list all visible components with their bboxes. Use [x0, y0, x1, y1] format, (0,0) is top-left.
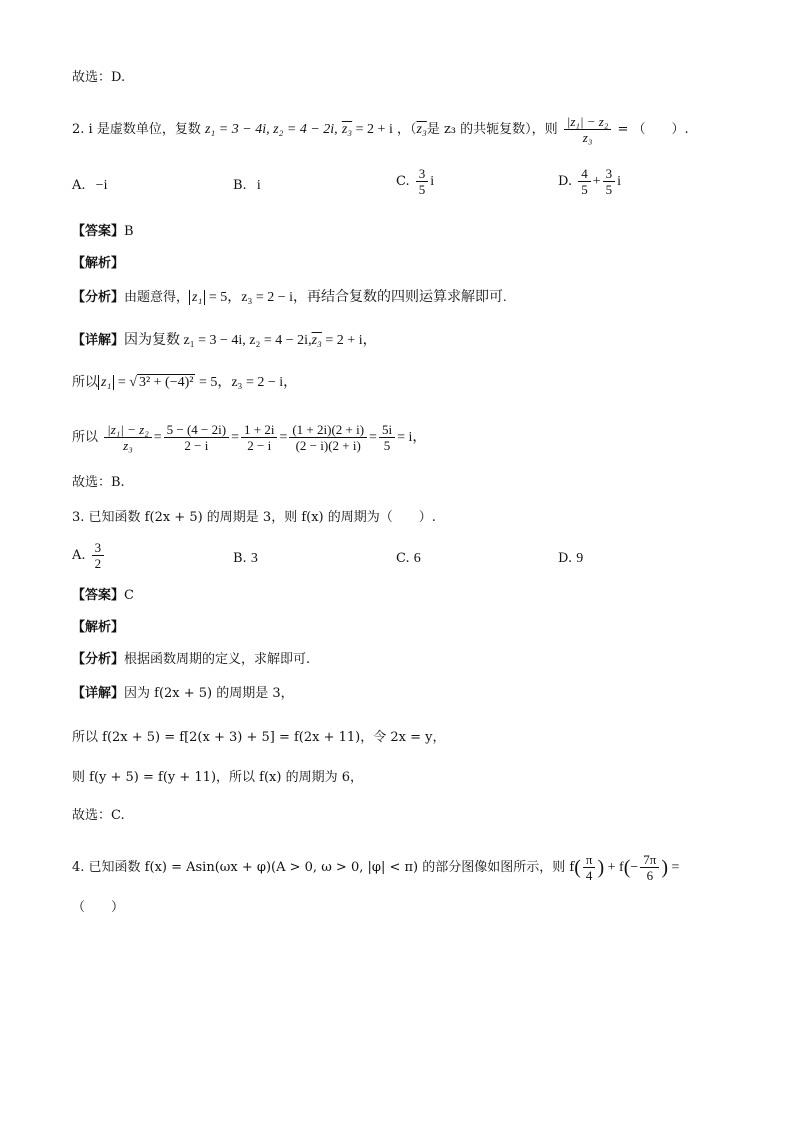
q2-stem	[72, 114, 689, 145]
q2-option-d-den2: 5	[605, 182, 613, 197]
q3-option-a-label: A.	[72, 548, 86, 563]
q3-fenxi: 根据函数周期的定义，求解即可.	[124, 652, 311, 667]
q2-given-b: = 2 + i	[352, 122, 393, 137]
q2-option-d-frac1	[578, 166, 591, 197]
q2-detail-tag: 【详解】	[72, 333, 125, 348]
q2-given: z₁ = 3 − 4i, z₂ = 4 − 2i,	[204, 122, 338, 137]
q3-detail: 因为 f(2x + 5) 的周期是 3，	[124, 686, 294, 701]
q4-mid: + f	[604, 860, 624, 875]
q2-so2-frac-4	[289, 422, 367, 453]
q4-stem: 4. 已知函数 f(x) = Asin(ωx + φ)(A > 0, ω > 0, |φ| < π) 的部分图像如图所示，则 f( $\frac{\pi}{4}$ ) + f(− $\frac{7\pi}{6}$ ) =	[72, 852, 680, 883]
q2-so2-frac-4-num: (1 + 2i)(2 + i)	[289, 422, 367, 438]
q2-paren-a: ，（	[396, 122, 417, 137]
q2-option-c-label: C.	[396, 174, 410, 189]
q4-frac-2	[640, 852, 659, 883]
q2-analysis-tag: 【解析】	[72, 256, 125, 271]
q2-fenxi-line	[72, 288, 507, 308]
q3-stem	[72, 508, 436, 528]
q2-analysis-line	[72, 254, 124, 274]
q2-frac-den: z₃	[582, 130, 593, 145]
q3-option-b-label: B.	[233, 551, 247, 566]
q2-answer: B	[124, 224, 134, 239]
q4-frac-1	[583, 852, 596, 883]
q2-stem-text: i 是虚数单位，复数	[88, 122, 201, 137]
q4-number: 4.	[72, 860, 85, 875]
q2-fraction	[564, 114, 612, 145]
q2-detail-bar: z₃	[311, 333, 322, 348]
q2-option-b-text: i	[256, 178, 261, 193]
q2-fenxi-tag: 【分析】	[72, 290, 125, 305]
q3-fenxi-tag: 【分析】	[72, 652, 125, 667]
q2-option-c-suffix: i	[430, 174, 435, 189]
q2-so1-abs: z₁	[98, 375, 114, 390]
q2-select-line	[72, 473, 125, 493]
q2-detail-line	[72, 331, 377, 351]
q2-option-d-frac2	[603, 166, 616, 197]
q3-option-a	[72, 540, 106, 571]
q2-so2-frac-1-num: |z₁| − z₂	[104, 422, 152, 438]
q2-detail-a: 因为复数 z₁ = 3 − 4i, z₂ = 4 − 2i,	[124, 333, 312, 348]
q4-stem-a: 已知函数 f(x) = Asin(ωx + φ)(A > 0, ω > 0, |φ| < π) 的部分图像如图所示，则 f	[88, 860, 575, 875]
q2-so2-frac-5-num: 5i	[379, 422, 395, 438]
q2-fenxi-abs: z₁	[189, 290, 205, 305]
q3-option-b	[233, 551, 258, 567]
q3-analysis-line	[72, 618, 124, 638]
q2-so1-a: 所以	[72, 375, 99, 390]
q3-number: 3.	[72, 510, 85, 525]
q3-option-a-num: 3	[92, 540, 105, 556]
q3-analysis-tag: 【解析】	[72, 620, 125, 635]
q2-paren-b: 是 z₃ 的共轭复数），则	[426, 122, 558, 137]
q2-so2-frac-1	[104, 422, 152, 453]
q2-detail-b: = 2 + i，	[321, 333, 377, 348]
q1-select: 故选：D.	[72, 70, 126, 85]
q2-option-c-den: 5	[418, 182, 426, 197]
q4-paren: （ ）	[72, 900, 125, 915]
q2-so2-frac-5-den: 5	[383, 438, 391, 453]
q2-option-c	[396, 166, 434, 197]
q2-option-d-den1: 5	[581, 182, 588, 197]
q2-so2-frac-3-den: 2 − i	[247, 438, 272, 453]
q2-z3-bar-2: z₃	[416, 122, 427, 137]
q2-option-d	[558, 166, 621, 197]
q1-select-line	[72, 68, 125, 88]
q2-option-a-text: −i	[95, 178, 108, 193]
q2-so2-frac-2	[164, 422, 229, 453]
q2-option-a-label: A.	[72, 178, 86, 193]
q2-answer-tag: 【答案】	[72, 224, 125, 239]
q3-option-c-label: C.	[396, 551, 410, 566]
q2-option-d-plus: +	[592, 174, 601, 189]
q3-option-b-text: 3	[250, 551, 258, 566]
q2-option-c-frac	[416, 166, 429, 197]
q2-so2-frac-4-den: (2 − i)(2 + i)	[295, 438, 361, 453]
q2-option-c-num: 3	[416, 166, 429, 182]
q2-select: 故选：B.	[72, 475, 125, 490]
q2-so2-frac-1-den: z₃	[123, 438, 133, 453]
q2-frac-num: |z₁| − z₂	[564, 114, 612, 130]
q3-so1: 所以 f(2x + 5) = f[2(x + 3) + 5] = f(2x + 11)，令 2x = y，	[72, 730, 446, 745]
q2-option-d-suffix: i	[617, 174, 622, 189]
q3-detail-tag: 【详解】	[72, 686, 125, 701]
q2-option-a	[72, 178, 107, 194]
q2-z3-bar: z₃	[341, 122, 353, 137]
q3-fenxi-line	[72, 650, 310, 670]
q2-so2-frac-3	[241, 422, 277, 453]
q2-so1-c: = 5，z₃ = 2 − i，	[195, 375, 298, 390]
q2-so1-line	[72, 373, 297, 393]
q4-frac-1-num: π	[583, 852, 596, 868]
q2-number: 2.	[72, 122, 85, 137]
sqrt-sign-icon: √	[129, 375, 137, 390]
q2-option-d-num1: 4	[578, 166, 591, 182]
q3-option-a-frac	[92, 540, 105, 571]
q2-so2-a: 所以	[72, 430, 99, 445]
q3-option-c	[396, 551, 421, 567]
q2-so2-end: = i，	[397, 430, 427, 445]
q3-detail-line	[72, 684, 294, 704]
q2-so2-frac-2-num: 5 − (4 − 2i)	[164, 422, 229, 438]
q3-answer: C	[124, 588, 134, 603]
q2-so2-line: 所以 $\frac{\text{|z₁| − z₂}}{\text{z₃}}$ = $\frac{5 - (4 - 2i)}{2 - i}$ = $\frac{1 + 2i}{2 - i}$ = $\frac{(1 + 2i)(2 + i)}{(2 - i)(2 + i)}$ = $\frac{5i}{5}$ = i，	[72, 422, 427, 453]
q2-so1-sqrt: 3² + (−4)²	[138, 375, 194, 390]
q3-option-d-label: D.	[558, 551, 573, 566]
q2-so2-frac-5	[379, 422, 395, 453]
q3-option-d	[558, 551, 583, 567]
q3-option-d-text: 9	[576, 551, 584, 566]
q3-answer-line	[72, 586, 134, 606]
q3-stem-text: 已知函数 f(2x + 5) 的周期是 3，则 f(x) 的周期为（ ）.	[88, 510, 436, 525]
q3-select: 故选：C.	[72, 808, 125, 823]
q2-fenxi-a: 由题意得，	[124, 290, 190, 305]
q3-select-line	[72, 806, 125, 826]
q2-so1-b: =	[114, 375, 130, 390]
q3-so2: 则 f(y + 5) = f(y + 11)，所以 f(x) 的周期为 6，	[72, 770, 363, 785]
q2-ask: = （ ）.	[617, 122, 689, 137]
q2-so2-frac-2-den: 2 − i	[184, 438, 209, 453]
q3-option-a-den: 2	[94, 556, 102, 571]
q2-option-d-label: D.	[558, 174, 573, 189]
q3-answer-tag: 【答案】	[72, 588, 125, 603]
q4-frac-2-num: 7π	[640, 852, 659, 868]
q4-frac-1-den: 4	[585, 868, 593, 883]
q2-option-b	[233, 178, 261, 194]
q2-fenxi-b: = 5，z₃ = 2 − i，再结合复数的四则运算求解即可.	[205, 290, 507, 305]
q3-option-c-text: 6	[413, 551, 421, 566]
q3-so2-line	[72, 768, 363, 788]
q4-paren-line	[72, 898, 124, 918]
q2-option-d-num2: 3	[603, 166, 616, 182]
q3-so1-line	[72, 728, 445, 748]
q2-answer-line	[72, 222, 134, 242]
q4-end: =	[668, 860, 680, 875]
q4-frac-2-den: 6	[646, 868, 654, 883]
q2-so2-frac-3-num: 1 + 2i	[241, 422, 277, 438]
q2-option-b-label: B.	[233, 178, 247, 193]
